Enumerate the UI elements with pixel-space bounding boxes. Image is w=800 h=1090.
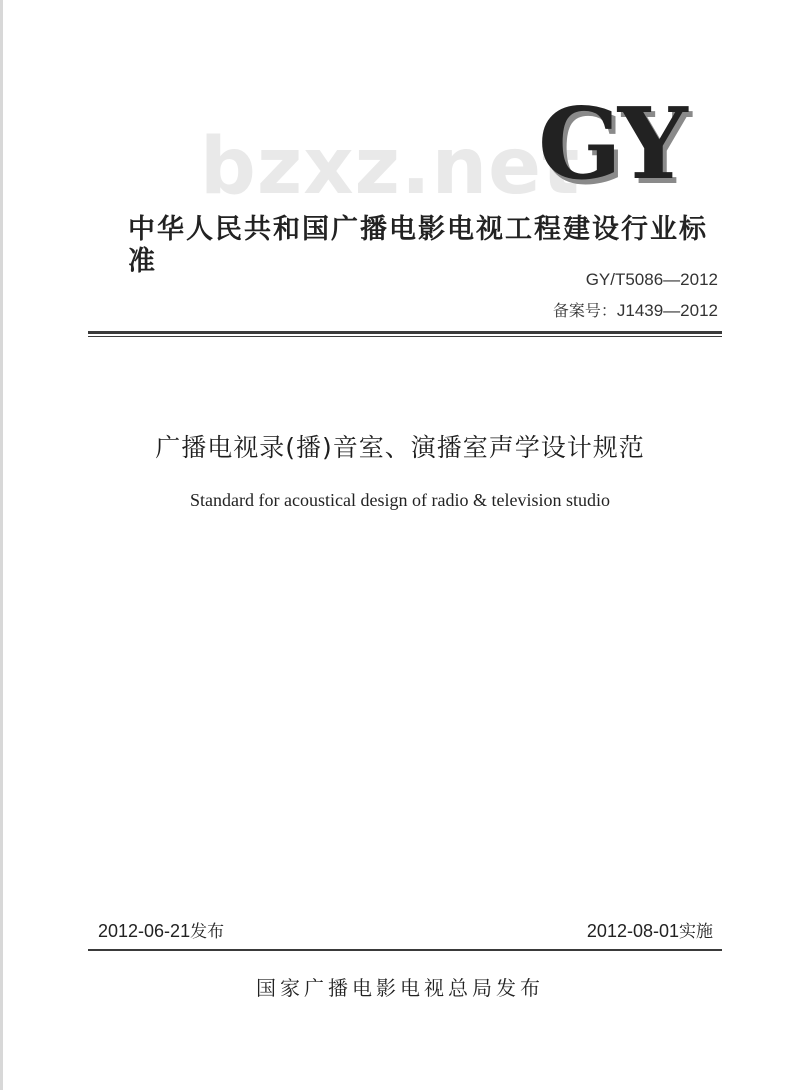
issue-date: 2012-06-21 — [98, 921, 191, 941]
publisher: 国家广播电影电视总局发布 — [256, 976, 544, 1000]
record-number-line — [553, 298, 718, 321]
standard-category: 中华人民共和国广播电影电视工程建设行业标准 — [128, 214, 708, 278]
record-label: 备案号： — [552, 301, 617, 320]
document-title-english: Standard for acoustical design of radio & television studio — [190, 490, 610, 510]
page-edge — [0, 0, 3, 1090]
issue-date-line — [98, 917, 224, 942]
footer-divider — [88, 949, 722, 951]
header-divider — [88, 331, 722, 337]
implement-date-line — [587, 917, 713, 942]
record-number: J1439—2012 — [616, 301, 718, 320]
issue-label: 发布 — [190, 922, 225, 942]
standard-number: GY/T5086—2012 — [585, 270, 718, 289]
implement-label: 实施 — [679, 922, 713, 942]
implement-date: 2012-08-01 — [586, 921, 679, 941]
gy-logo: GY — [538, 87, 684, 202]
watermark: bzxz.net — [200, 122, 581, 212]
document-title: 广播电视录(播)音室、演播室声学设计规范 — [155, 433, 645, 462]
